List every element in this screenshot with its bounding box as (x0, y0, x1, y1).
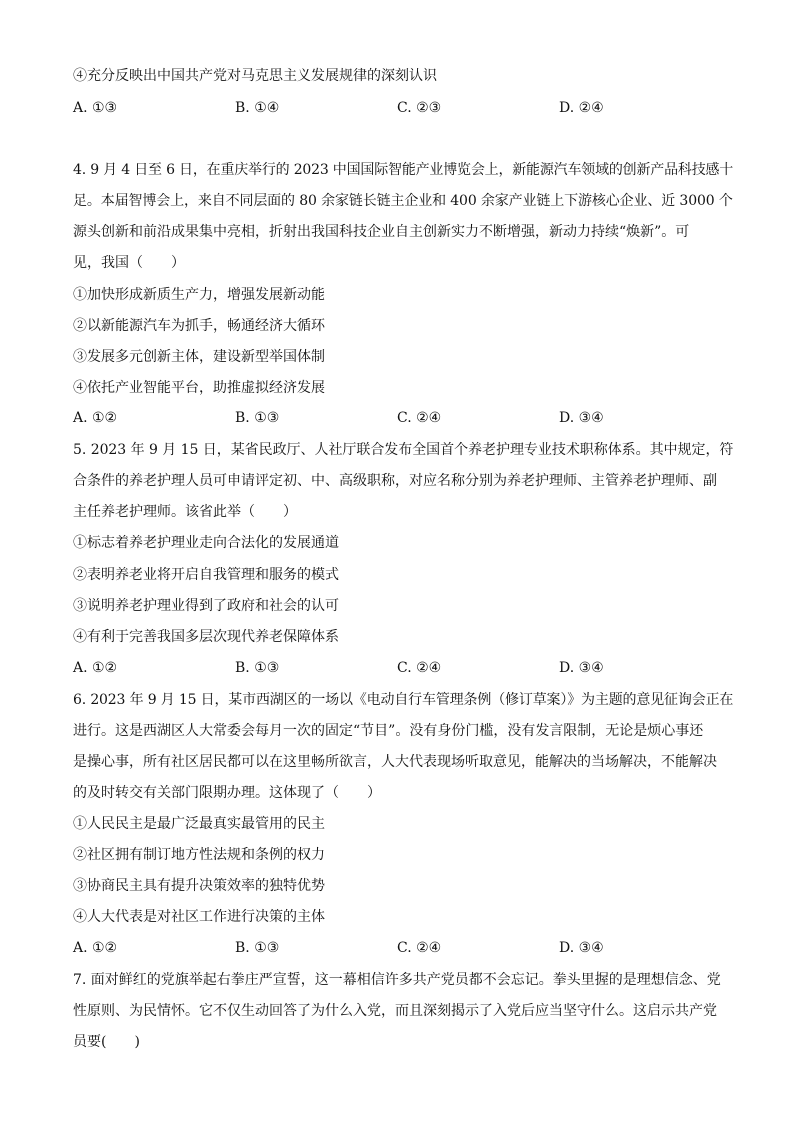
question-6-stem-line: 6. 2023 年 9 月 15 日，某市西湖区的一场以《电动自行车管理条例（修订草案）》为主题的意见征询会正在 (73, 692, 733, 708)
question-5-options (73, 658, 733, 678)
question-4-item-2: ②以新能源汽车为抓手，畅通经济大循环 (73, 318, 325, 334)
question-4-stem-line: 见，我国（ ） (73, 255, 185, 271)
question-5-stem-line: 主任养老护理师。该省此举（ ） (73, 504, 297, 520)
option-d: D. ③④ (559, 940, 604, 956)
question-5-stem-line: 合条件的养老护理人员可申请评定初、中、高级职称，对应名称分别为养老护理师、主管养老护理师、副 (73, 473, 717, 489)
question-7-stem-line: 7. 面对鲜红的党旗举起右拳庄严宣誓，这一幕相信许多共产党员都不会忘记。拳头里握的是理想信念、党 (73, 972, 721, 988)
option-c: C. ②④ (397, 410, 442, 426)
question-7-stem-line: 性原则、为民情怀。它不仅生动回答了为什么入党，而且深刻揭示了入党后应当坚守什么。这启示共产党 (73, 1003, 717, 1019)
question-5-item-3: ③说明养老护理业得到了政府和社会的认可 (73, 598, 339, 614)
option-c: C. ②④ (397, 940, 442, 956)
question-6-item-2: ②社区拥有制订地方性法规和条例的权力 (73, 847, 325, 863)
question-4-item-1: ①加快形成新质生产力，增强发展新动能 (73, 287, 325, 303)
question-4-stem-line: 4. 9 月 4 日至 6 日，在重庆举行的 2023 中国国际智能产业博览会上，新能源汽车领域的创新产品科技感十 (73, 162, 733, 178)
question-3-options (73, 98, 733, 118)
question-6-stem-line: 的及时转交有关部门限期办理。这体现了（ ） (73, 785, 381, 801)
question-4-stem-line: 足。本届智博会上，来自不同层面的 80 余家链长链主企业和 400 余家产业链上下游核心企业、近 3000 个 (73, 193, 733, 209)
question-3-item-4: ④充分反映出中国共产党对马克思主义发展规律的深刻认识 (73, 68, 437, 84)
option-a: A. ①③ (73, 100, 118, 116)
question-6-stem-line: 进行。这是西湖区人大常委会每月一次的固定“节目”。没有身份门槛，没有发言限制，无论是烦心事还 (73, 723, 704, 739)
question-6-options (73, 938, 733, 958)
question-5-item-2: ②表明养老业将开启自我管理和服务的模式 (73, 567, 339, 583)
question-5-item-4: ④有利于完善我国多层次现代养老保障体系 (73, 629, 339, 645)
option-b: B. ①④ (235, 100, 280, 116)
question-6-item-4: ④人大代表是对社区工作进行决策的主体 (73, 909, 325, 925)
question-4-stem-line: 源头创新和前沿成果集中亮相，折射出我国科技企业自主创新实力不断增强，新动力持续“焕新”。可 (73, 224, 690, 240)
option-c: C. ②③ (397, 100, 442, 116)
question-5-stem-line: 5. 2023 年 9 月 15 日，某省民政厅、人社厅联合发布全国首个养老护理专业技术职称体系。其中规定，符 (73, 442, 733, 458)
option-c: C. ②④ (397, 660, 442, 676)
option-b: B. ①③ (235, 660, 280, 676)
option-b: B. ①③ (235, 940, 280, 956)
option-b: B. ①③ (235, 410, 280, 426)
question-6-item-1: ①人民民主是最广泛最真实最管用的民主 (73, 816, 325, 832)
option-d: D. ②④ (559, 100, 604, 116)
option-a: A. ①② (73, 660, 118, 676)
question-6-item-3: ③协商民主具有提升决策效率的独特优势 (73, 878, 325, 894)
question-4-options (73, 408, 733, 428)
option-a: A. ①② (73, 940, 118, 956)
question-6-stem-line: 是操心事，所有社区居民都可以在这里畅所欲言，人大代表现场听取意见，能解决的当场解决，不能解决 (73, 754, 717, 770)
option-a: A. ①② (73, 410, 118, 426)
question-7-stem-line: 员要( ) (73, 1034, 140, 1050)
question-4-item-3: ③发展多元创新主体，建设新型举国体制 (73, 349, 325, 365)
question-4-item-4: ④依托产业智能平台，助推虚拟经济发展 (73, 380, 325, 396)
question-5-item-1: ①标志着养老护理业走向合法化的发展通道 (73, 535, 339, 551)
option-d: D. ③④ (559, 660, 604, 676)
option-d: D. ③④ (559, 410, 604, 426)
